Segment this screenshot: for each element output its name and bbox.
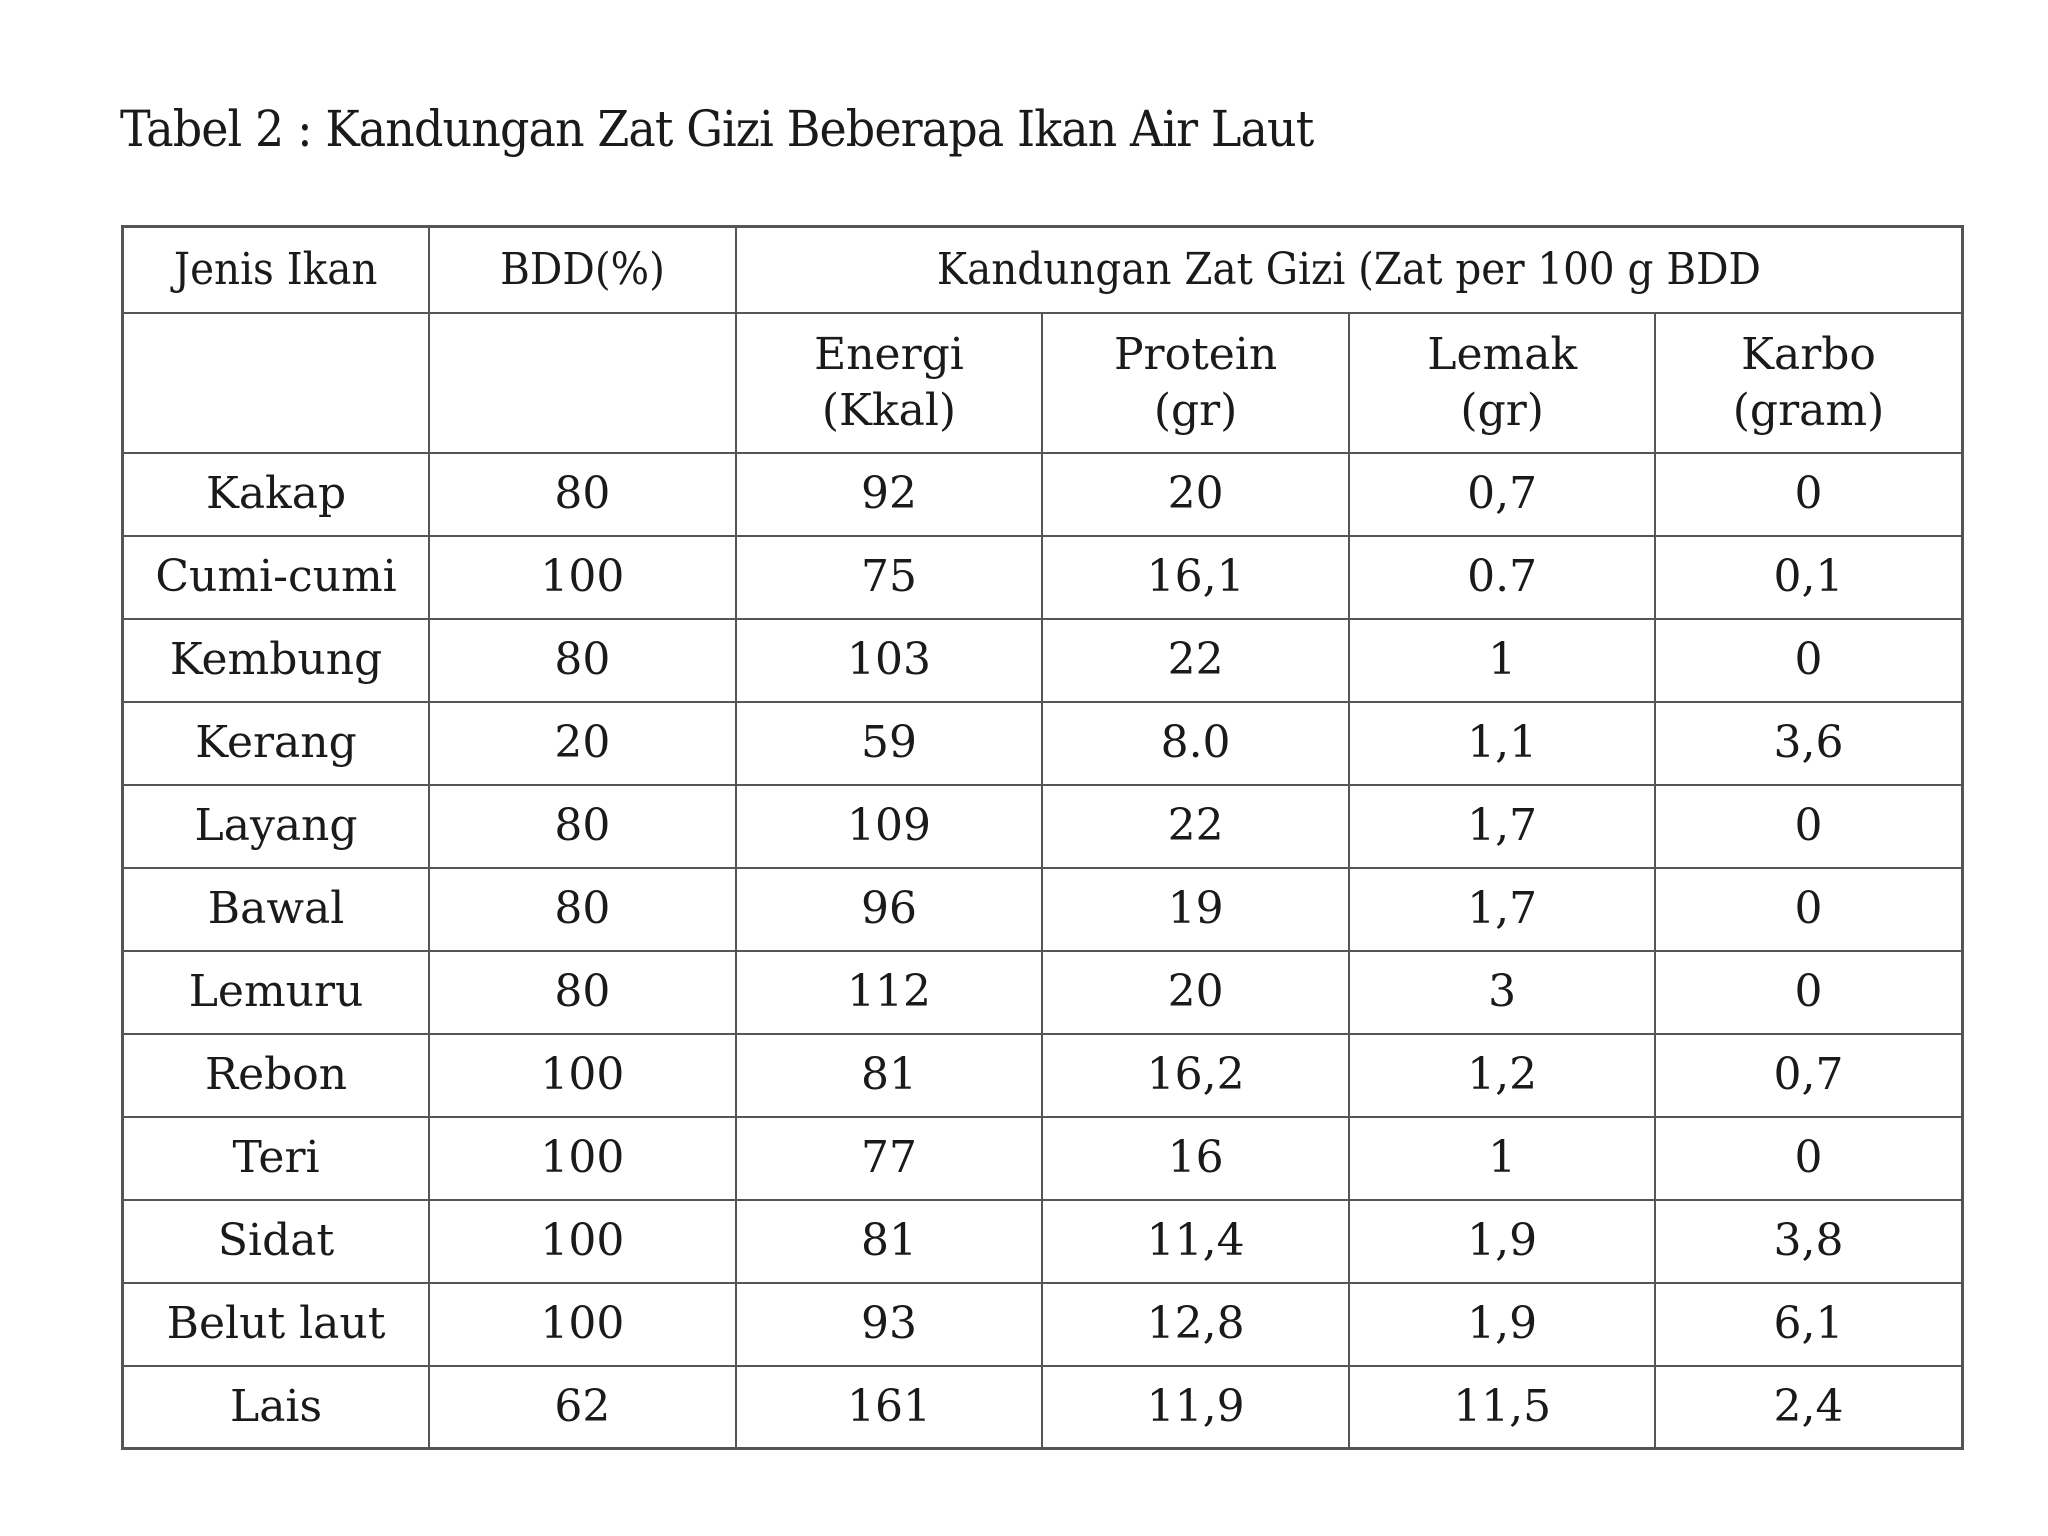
table-cell: Kembung	[123, 619, 430, 702]
table-cell: Kerang	[123, 702, 430, 785]
table-cell: 0	[1655, 453, 1962, 536]
table-cell: 1	[1349, 1117, 1656, 1200]
table-cell: 1,9	[1349, 1283, 1656, 1366]
table-cell: 100	[429, 1200, 736, 1283]
empty-header-cell	[123, 313, 430, 453]
table-row	[123, 951, 1963, 1034]
table-cell: 0	[1655, 785, 1962, 868]
table-cell: 1,9	[1349, 1200, 1656, 1283]
column-group-header: Kandungan Zat Gizi (Zat per 100 g BDD	[736, 227, 1962, 313]
table-cell: 20	[429, 702, 736, 785]
table-cell: 11,4	[1042, 1200, 1349, 1283]
table-cell: 19	[1042, 868, 1349, 951]
table-cell: 22	[1042, 619, 1349, 702]
empty-header-cell	[429, 313, 736, 453]
header-unit: (gr)	[1153, 384, 1238, 436]
table-cell: 96	[736, 868, 1043, 951]
table-row	[123, 785, 1963, 868]
table-cell: 62	[429, 1366, 736, 1449]
table-cell: Lemuru	[123, 951, 430, 1034]
header-row	[123, 227, 1963, 313]
table-row	[123, 868, 1963, 951]
table-cell: 1,7	[1349, 868, 1656, 951]
table-row	[123, 1366, 1963, 1449]
table-cell: 0,1	[1655, 536, 1962, 619]
table-cell: 16,1	[1042, 536, 1349, 619]
table-cell: 11,9	[1042, 1366, 1349, 1449]
table-cell: 77	[736, 1117, 1043, 1200]
table-cell: 16	[1042, 1117, 1349, 1200]
table-cell: 0,7	[1349, 453, 1656, 536]
column-header-bdd: BDD(%)	[429, 227, 736, 313]
table-cell: 75	[736, 536, 1043, 619]
table-cell: 100	[429, 536, 736, 619]
table-cell: 0,7	[1655, 1034, 1962, 1117]
table-cell: 92	[736, 453, 1043, 536]
table-cell: 1,1	[1349, 702, 1656, 785]
table-cell: 3,6	[1655, 702, 1962, 785]
table-cell: 1,7	[1349, 785, 1656, 868]
table-cell: 81	[736, 1034, 1043, 1117]
table-cell: 1,2	[1349, 1034, 1656, 1117]
table-cell: 16,2	[1042, 1034, 1349, 1117]
table-cell: Belut laut	[123, 1283, 430, 1366]
table-cell: 0	[1655, 619, 1962, 702]
table-cell: 103	[736, 619, 1043, 702]
table-cell: 81	[736, 1200, 1043, 1283]
table-cell: 112	[736, 951, 1043, 1034]
table-cell: 0	[1655, 1117, 1962, 1200]
table-cell: 0.7	[1349, 536, 1656, 619]
column-header-lemak	[1349, 313, 1656, 453]
table-cell: 12,8	[1042, 1283, 1349, 1366]
table-cell: 109	[736, 785, 1043, 868]
table-cell: 100	[429, 1283, 736, 1366]
table-row	[123, 1200, 1963, 1283]
table-cell: 3,8	[1655, 1200, 1962, 1283]
table-row	[123, 619, 1963, 702]
table-cell: 20	[1042, 453, 1349, 536]
table-row	[123, 1117, 1963, 1200]
table-cell: 11,5	[1349, 1366, 1656, 1449]
table-cell: 2,4	[1655, 1366, 1962, 1449]
table-row	[123, 536, 1963, 619]
table-caption: Tabel 2 : Kandungan Zat Gizi Beberapa Ikan Air Laut	[120, 100, 1314, 158]
table-cell: 80	[429, 619, 736, 702]
table-cell: 100	[429, 1034, 736, 1117]
table-cell: 3	[1349, 951, 1656, 1034]
table-cell: 6,1	[1655, 1283, 1962, 1366]
column-header-energi	[736, 313, 1043, 453]
table-cell: 1	[1349, 619, 1656, 702]
column-header-protein	[1042, 313, 1349, 453]
table-row	[123, 702, 1963, 785]
table-cell: 59	[736, 702, 1043, 785]
table-cell: Sidat	[123, 1200, 430, 1283]
table-cell: Lais	[123, 1366, 430, 1449]
header-line: Karbo	[1741, 328, 1876, 380]
table-row	[123, 1283, 1963, 1366]
column-header-jenis-ikan: Jenis Ikan	[123, 227, 430, 313]
column-header-karbo	[1655, 313, 1962, 453]
table-cell: 100	[429, 1117, 736, 1200]
table-cell: Kakap	[123, 453, 430, 536]
table-cell: 80	[429, 453, 736, 536]
table-cell: 80	[429, 785, 736, 868]
table-cell: 22	[1042, 785, 1349, 868]
table-cell: 80	[429, 868, 736, 951]
table-cell: Teri	[123, 1117, 430, 1200]
table-cell: Cumi-cumi	[123, 536, 430, 619]
header-unit: (gr)	[1460, 384, 1544, 436]
table-cell: 0	[1655, 868, 1962, 951]
table-row	[123, 453, 1963, 536]
header-unit: (gram)	[1732, 384, 1885, 436]
header-unit: (Kkal)	[821, 384, 957, 436]
table-cell: Rebon	[123, 1034, 430, 1117]
nutrition-table	[121, 225, 1964, 1450]
table-cell: 80	[429, 951, 736, 1034]
table-cell: 8.0	[1042, 702, 1349, 785]
table-cell: 0	[1655, 951, 1962, 1034]
header-line: Energi	[814, 328, 964, 380]
table-cell: 93	[736, 1283, 1043, 1366]
table-cell: 161	[736, 1366, 1043, 1449]
table-cell: Layang	[123, 785, 430, 868]
subheader-row	[123, 313, 1963, 453]
header-line: Protein	[1113, 328, 1278, 380]
header-line: Lemak	[1427, 328, 1578, 380]
table-cell: 20	[1042, 951, 1349, 1034]
table-cell: Bawal	[123, 868, 430, 951]
table-row	[123, 1034, 1963, 1117]
